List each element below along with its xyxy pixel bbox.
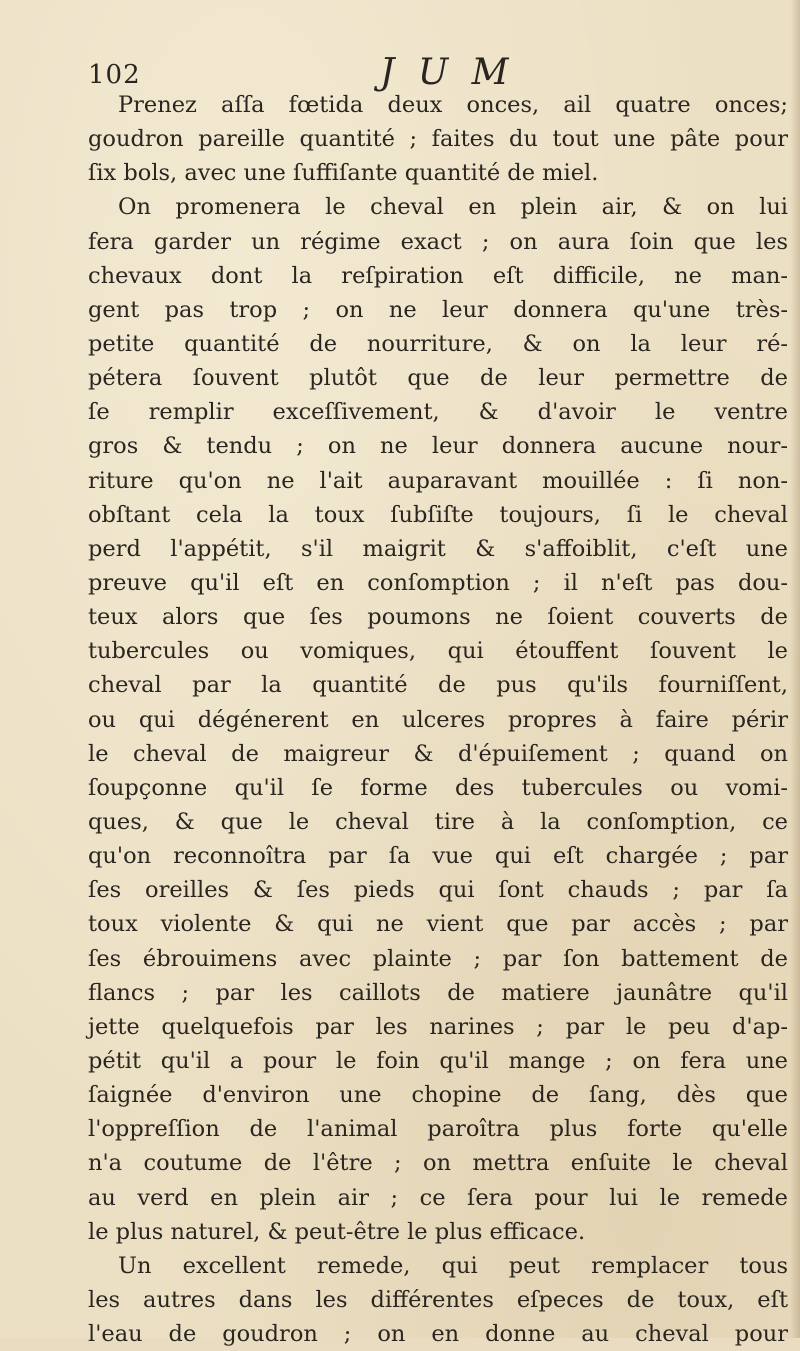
text-line: cheval par la quantité de pus qu'ils fourniſſent, (88, 672, 788, 699)
text-line: toux violente & qui ne vient que par accès ; par (88, 911, 788, 938)
text-line: obſtant cela la toux ſubſiſte toujours, ſi le cheval (88, 501, 788, 528)
text-line: tubercules ou vomiques, qui étouffent ſouvent le (88, 638, 788, 665)
text-line: ſoupçonne qu'il ſe forme des tubercules ou vomi- (88, 774, 788, 801)
text-line: le cheval de maigreur & d'épuiſement ; quand on (88, 740, 788, 767)
text-line: l'eau de goudron ; on en donne au cheval pour (88, 1321, 788, 1348)
text-line: On promenera le cheval en plein air, & on lui (118, 194, 788, 221)
text-line: n'a coutume de l'être ; on mettra enſuite le cheval (88, 1150, 788, 1177)
text-line: Un excellent remede, qui peut remplacer tous (118, 1252, 788, 1279)
body-text (88, 88, 788, 1351)
text-line: ou qui dégénerent en ulceres propres à faire périr (88, 706, 788, 733)
text-line: petite quantité de nourriture, & on la leur ré- (88, 330, 788, 357)
text-line: gros & tendu ; on ne leur donnera aucune nour- (88, 433, 788, 460)
text-line: preuve qu'il eſt en conſomption ; il n'eſt pas dou- (88, 569, 788, 596)
text-line: ſe remplir exceſſivement, & d'avoir le ventre (88, 399, 788, 426)
text-line: perd l'appétit, s'il maigrit & s'affoiblit, c'eſt une (88, 535, 788, 562)
text-line: au verd en plein air ; ce ſera pour lui le remede (88, 1184, 788, 1211)
text-line: ſes oreilles & ſes pieds qui ſont chauds ; par ſa (88, 877, 788, 904)
text-line: l'oppreſſion de l'animal paroîtra plus forte qu'elle (88, 1116, 788, 1143)
text-line: qu'on reconnoîtra par ſa vue qui eſt chargée ; par (88, 843, 788, 870)
text-line: pétera ſouvent plutôt que de leur permettre de (88, 365, 788, 392)
text-line: ſes ébrouimens avec plainte ; par ſon battement de (88, 945, 788, 972)
text-line: ſix bols, avec une ſuffiſante quantité de miel. (88, 160, 599, 187)
text-line: Prenez aſſa fœtida deux onces, ail quatre onces; (118, 92, 788, 118)
page-number: 102 (88, 60, 141, 90)
page-edge-shadow (790, 0, 800, 1338)
text-line: goudron pareille quantité ; faites du tout une pâte pour (88, 126, 788, 153)
text-line: fera garder un régime exact ; on aura ſoin que les (88, 228, 788, 255)
text-line: teux alors que ſes poumons ne ſoient couverts de (88, 604, 788, 631)
text-line: ques, & que le cheval tire à la conſomption, ce (88, 808, 788, 835)
text-line: riture qu'on ne l'ait auparavant mouillée : ſi non- (88, 467, 788, 494)
text-line: le plus naturel, & peut-être le plus efficace. (88, 1218, 586, 1245)
running-title: J U M (380, 52, 515, 93)
text-line: jette quelquefois par les narines ; par le peu d'ap- (88, 1013, 788, 1040)
text-line: gent pas trop ; on ne leur donnera qu'une très- (88, 296, 788, 323)
text-line: les autres dans les différentes eſpeces de toux, eſt (88, 1286, 788, 1313)
text-line: ſaignée d'environ une chopine de ſang, dès que (88, 1082, 788, 1109)
text-line: chevaux dont la reſpiration eſt difficile, ne man- (88, 262, 788, 289)
text-line: pétit qu'il a pour le foin qu'il mange ; on fera une (88, 1047, 788, 1074)
text-line: flancs ; par les caillots de matiere jaunâtre qu'il (88, 979, 788, 1006)
